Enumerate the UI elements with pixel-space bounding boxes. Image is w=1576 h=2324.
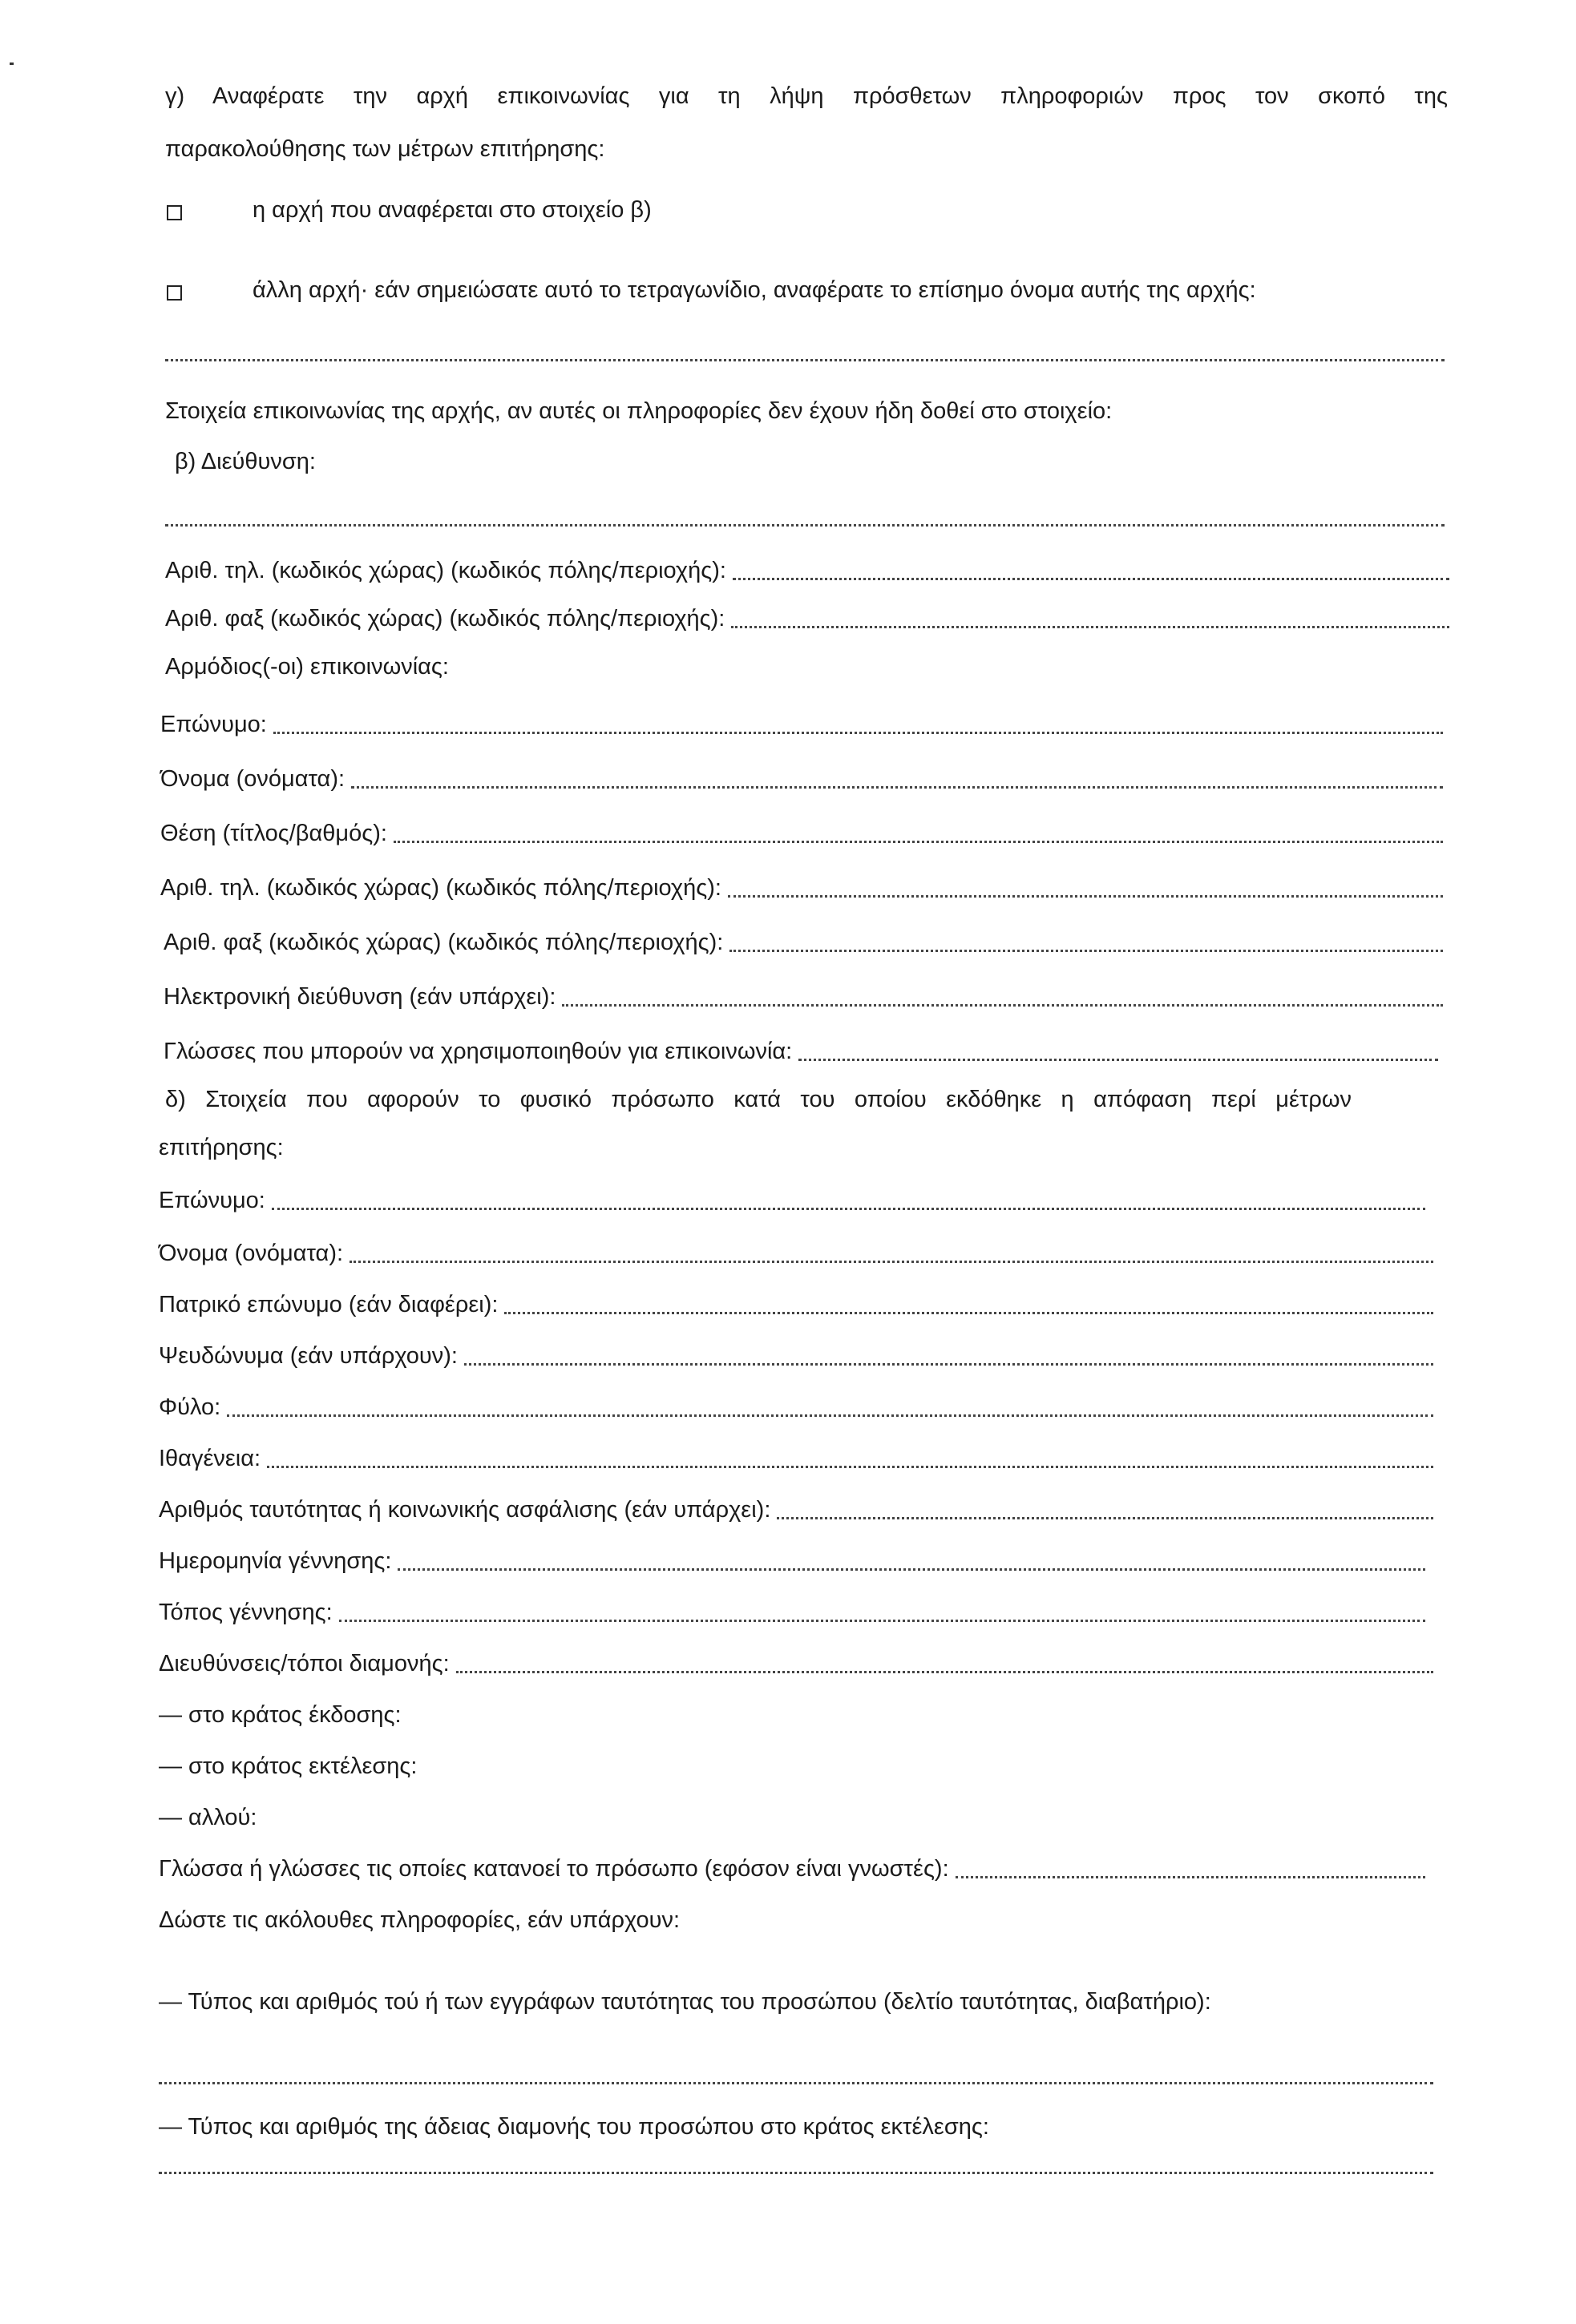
- contact-languages-label: Γλώσσες που μπορούν να χρησιμοποιηθούν για επικοινωνία:: [164, 1039, 793, 1064]
- option1-label: η αρχή που αναφέρεται στο στοιχείο β): [253, 197, 652, 223]
- contact-position-row: [160, 819, 1443, 848]
- person-pob-row: [159, 1598, 1425, 1627]
- person-pob-field[interactable]: [339, 1602, 1425, 1622]
- tel-field[interactable]: [733, 560, 1449, 580]
- person-addresses-row: [159, 1649, 1433, 1678]
- contact-languages-field[interactable]: [798, 1041, 1438, 1061]
- elsewhere-label: — αλλού:: [159, 1805, 257, 1830]
- option2-checkbox[interactable]: [167, 285, 182, 301]
- contact-fax-row: [164, 928, 1443, 957]
- fax-label: Αριθ. φαξ (κωδικός χώρας) (κωδικός πόλης/περιοχής):: [165, 606, 725, 631]
- person-pob-label: Τόπος γέννησης:: [159, 1600, 333, 1625]
- fax-row: [165, 604, 1449, 633]
- contact-names-field[interactable]: [351, 769, 1443, 789]
- person-surname-label: Επώνυμο:: [159, 1188, 265, 1213]
- tel-label: Αριθ. τηλ. (κωδικός χώρας) (κωδικός πόλης/περιοχής):: [165, 558, 726, 583]
- person-sex-row: [159, 1393, 1433, 1422]
- person-id-field[interactable]: [777, 1499, 1433, 1519]
- contact-intro: Στοιχεία επικοινωνίας της αρχής, αν αυτές οι πληροφορίες δεν έχουν ήδη δοθεί στο στοιχείο:: [165, 398, 1113, 424]
- person-names-field[interactable]: [350, 1243, 1433, 1263]
- residence-permit-field[interactable]: [159, 2170, 1433, 2174]
- contact-fax-label: Αριθ. φαξ (κωδικός χώρας) (κωδικός πόλης/περιοχής):: [164, 930, 724, 955]
- contact-tel-field[interactable]: [728, 878, 1443, 898]
- person-nationality-row: [159, 1444, 1433, 1473]
- authority-name-field[interactable]: [165, 357, 1445, 361]
- tel-row: [165, 556, 1449, 585]
- in-executing-state-label: — στο κράτος εκτέλεσης:: [159, 1753, 418, 1779]
- address-label: β) Διεύθυνση:: [175, 449, 316, 474]
- contact-surname-label: Επώνυμο:: [160, 712, 267, 737]
- person-id-row: [159, 1495, 1433, 1524]
- contact-tel-label: Αριθ. τηλ. (κωδικός χώρας) (κωδικός πόλης/περιοχής):: [160, 875, 721, 901]
- person-surname-field[interactable]: [272, 1190, 1425, 1210]
- person-maiden-field[interactable]: [504, 1294, 1433, 1314]
- person-maiden-row: [159, 1290, 1433, 1319]
- residence-permit-label: — Τύπος και αριθμός της άδειας διαμονής του προσώπου στο κράτος εκτέλεσης:: [159, 2114, 989, 2140]
- person-maiden-label: Πατρικό επώνυμο (εάν διαφέρει):: [159, 1292, 499, 1317]
- section-g-line2: παρακολούθησης των μέτρων επιτήρησης:: [165, 136, 605, 162]
- person-dob-field[interactable]: [398, 1551, 1425, 1571]
- contact-position-field[interactable]: [394, 823, 1443, 843]
- contact-fax-field[interactable]: [729, 932, 1443, 952]
- contact-email-row: [164, 982, 1443, 1011]
- contact-position-label: Θέση (τίτλος/βαθμός):: [160, 821, 387, 846]
- option1-checkbox[interactable]: [167, 205, 182, 220]
- person-names-row: [159, 1239, 1433, 1268]
- fax-field[interactable]: [731, 608, 1449, 628]
- contact-names-row: [160, 765, 1443, 793]
- contact-persons-label: Αρμόδιος(-οι) επικοινωνίας:: [165, 654, 449, 680]
- understood-language-field[interactable]: [956, 1858, 1425, 1878]
- scan-mark: [10, 63, 14, 65]
- contact-tel-row: [160, 874, 1443, 902]
- person-dob-row: [159, 1547, 1425, 1576]
- person-id-label: Αριθμός ταυτότητας ή κοινωνικής ασφάλισης (εάν υπάρχει):: [159, 1497, 771, 1523]
- section-d-line1: δ) Στοιχεία που αφορούν το φυσικό πρόσωπο κατά του οποίου εκδόθηκε η απόφαση περί μέτρων: [165, 1087, 1352, 1112]
- understood-language-row: [159, 1854, 1425, 1883]
- contact-email-label: Ηλεκτρονική διεύθυνση (εάν υπάρχει):: [164, 984, 556, 1010]
- contact-names-label: Όνομα (ονόματα):: [160, 766, 346, 792]
- contact-email-field[interactable]: [562, 986, 1443, 1007]
- contact-languages-row: [164, 1037, 1438, 1066]
- address-field[interactable]: [165, 522, 1445, 527]
- id-documents-field[interactable]: [159, 2080, 1433, 2084]
- person-aliases-field[interactable]: [464, 1346, 1433, 1366]
- person-nationality-label: Ιθαγένεια:: [159, 1446, 261, 1471]
- section-g-line1: γ) Αναφέρατε την αρχή επικοινωνίας για τη λήψη πρόσθετων πληροφοριών προς τον σκοπό της: [165, 83, 1448, 109]
- person-names-label: Όνομα (ονόματα):: [159, 1241, 344, 1266]
- person-surname-row: [159, 1186, 1425, 1215]
- id-documents-label: — Τύπος και αριθμός τού ή των εγγράφων ταυτότητας του προσώπου (δελτίο ταυτότητας, διαβατήριο):: [159, 1989, 1211, 2015]
- person-addresses-field[interactable]: [456, 1653, 1433, 1673]
- understood-language-label: Γλώσσα ή γλώσσες τις οποίες κατανοεί το πρόσωπο (εφόσον είναι γνωστές):: [159, 1856, 949, 1882]
- person-sex-label: Φύλο:: [159, 1394, 221, 1420]
- person-sex-field[interactable]: [227, 1397, 1433, 1417]
- option2-label: άλλη αρχή· εάν σημειώσατε αυτό το τετραγωνίδιο, αναφέρατε το επίσημο όνομα αυτής της αρχής:: [253, 277, 1256, 303]
- contact-surname-field[interactable]: [273, 714, 1443, 734]
- section-d-line2: επιτήρησης:: [159, 1135, 284, 1160]
- provide-info-label: Δώστε τις ακόλουθες πληροφορίες, εάν υπάρχουν:: [159, 1907, 681, 1933]
- person-nationality-field[interactable]: [267, 1448, 1433, 1468]
- contact-surname-row: [160, 710, 1443, 739]
- in-issuing-state-label: — στο κράτος έκδοσης:: [159, 1702, 402, 1728]
- person-aliases-label: Ψευδώνυμα (εάν υπάρχουν):: [159, 1343, 458, 1369]
- person-dob-label: Ημερομηνία γέννησης:: [159, 1548, 392, 1574]
- person-aliases-row: [159, 1342, 1433, 1370]
- person-addresses-label: Διευθύνσεις/τόποι διαμονής:: [159, 1651, 450, 1676]
